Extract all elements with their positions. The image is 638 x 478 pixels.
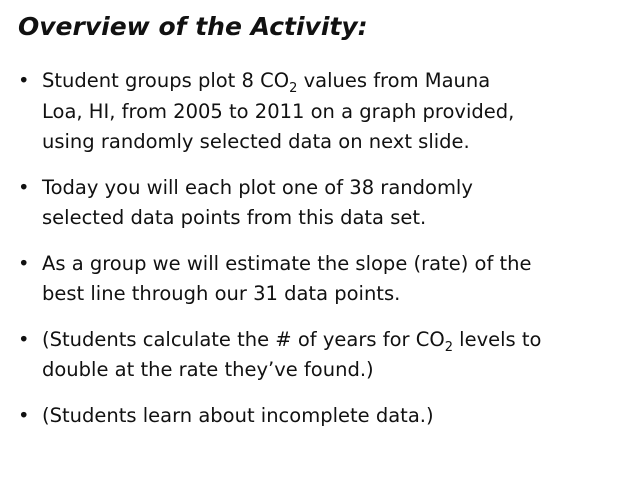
bullet-text-line: (Students learn about incomplete data.) <box>42 403 434 427</box>
bullet-item-estimate-slope <box>18 249 630 310</box>
bullet-text-line: double at the rate they’ve found.) <box>42 358 374 381</box>
bullet-list <box>18 66 630 431</box>
slide-title: Overview of the Activity: <box>18 12 368 41</box>
bullet-marker: • <box>18 175 30 199</box>
bullet-text-line: best line through our 31 data points. <box>42 282 401 305</box>
bullet-item-calculate-years <box>18 325 630 386</box>
bullet-item-plot-point <box>18 173 630 234</box>
bullet-text-line: Student groups plot 8 CO <box>42 69 290 92</box>
bullet-marker: • <box>18 251 30 275</box>
bullet-text-line: As a group we will estimate the slope (rate) of the <box>42 251 532 275</box>
bullet-marker: • <box>18 327 30 351</box>
bullet-text-line: Loa, HI, from 2005 to 2011 on a graph provided, <box>42 99 515 123</box>
bullet-text-line: (Students calculate the # of years for CO <box>42 327 445 351</box>
bullet-text-line: selected data points from this data set. <box>42 206 427 229</box>
bullet-marker: • <box>18 69 30 92</box>
subscript-two: 2 <box>289 81 298 96</box>
bullet-item-incomplete-data <box>18 401 630 432</box>
bullet-text-line: Today you will each plot one of 38 randomly <box>42 175 473 199</box>
bullet-item-plot-co2 <box>18 66 630 158</box>
bullet-text-line: values from Mauna <box>297 69 491 92</box>
subscript-two: 2 <box>444 339 453 355</box>
bullet-text-line: levels to <box>452 327 542 351</box>
bullet-marker: • <box>18 403 30 427</box>
bullet-text-line: using randomly selected data on next slide. <box>42 130 470 153</box>
